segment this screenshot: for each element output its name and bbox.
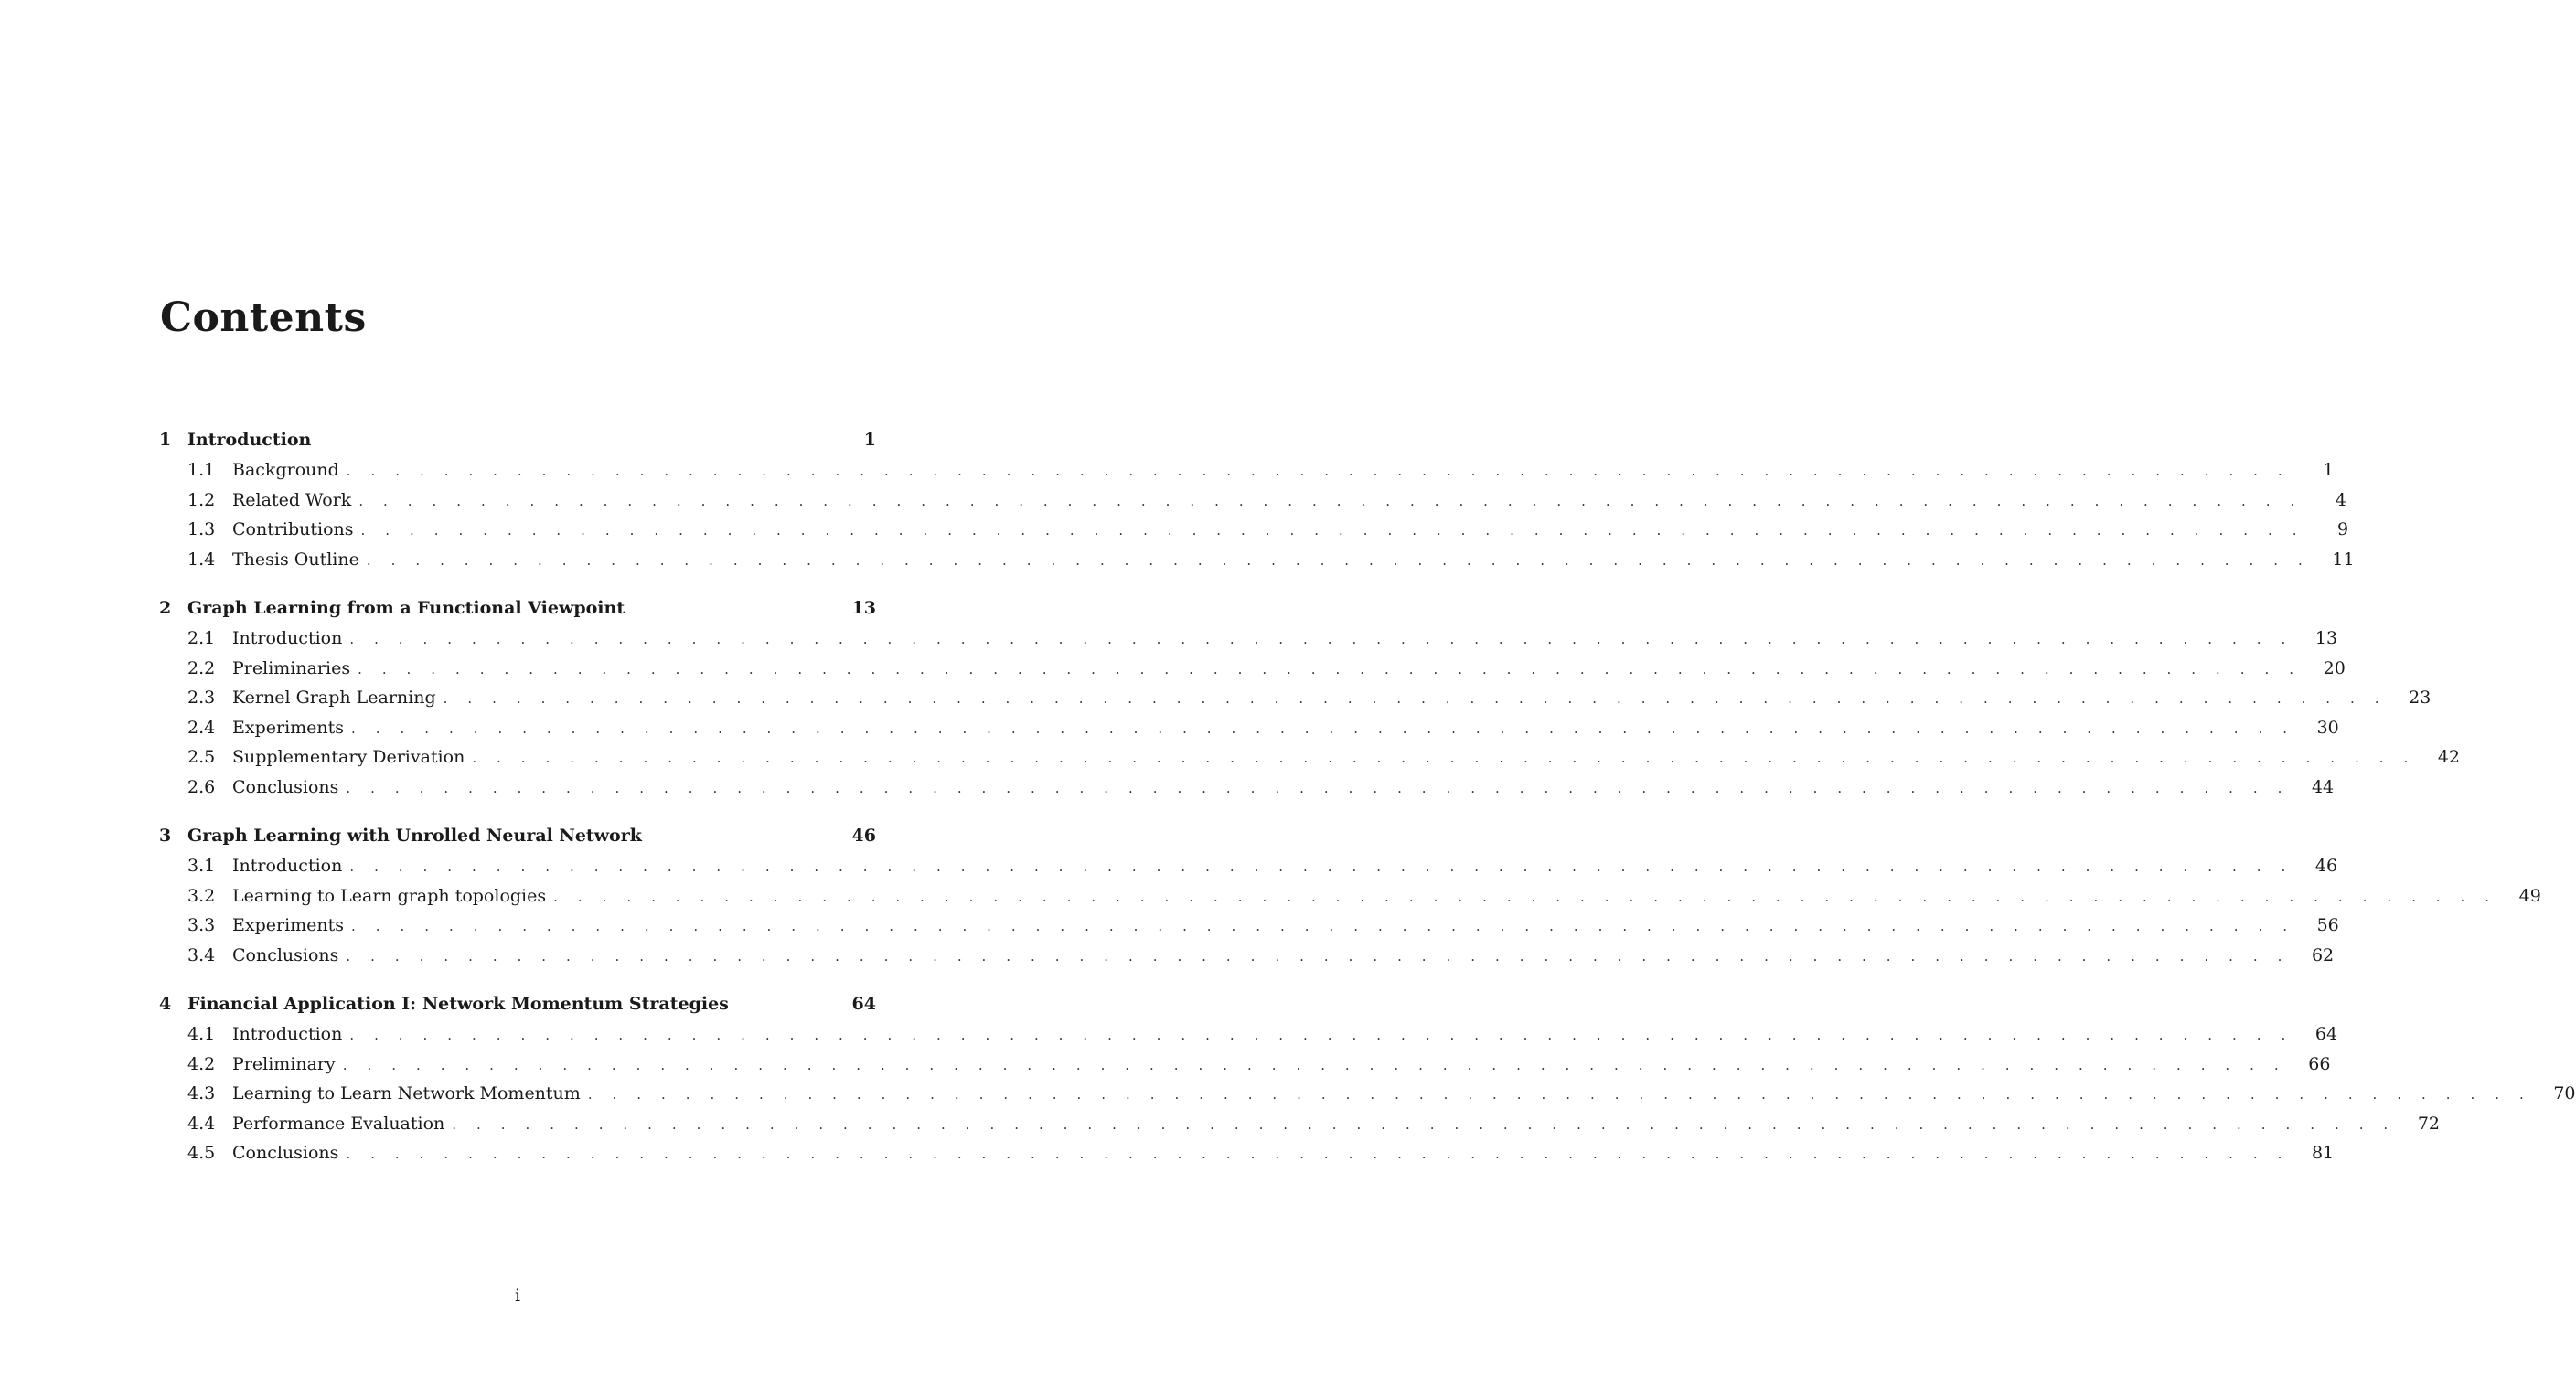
section-number: 3.2 [187,885,216,906]
toc-chapter-entry[interactable] [159,989,876,1019]
section-number: 2.1 [187,628,216,648]
chapter-title: Introduction [187,430,312,450]
dot-leader: . . . . . . . . . . . . . . . . . . . . . . . . . . . . . . . . . . . . . . . . . . . . . . . . . . . . . . . . . . . . . . . . . . . . . . . . . . . . . . . . [443,690,2388,707]
section-page-number: 9 [2336,519,2349,539]
section-title: Supplementary Derivation [232,747,465,767]
section-title: Learning to Learn graph topologies [232,885,547,906]
section-title: Background [232,460,339,480]
dot-leader: . . . . . . . . . . . . . . . . . . . . . . . . . . . . . . . . . . . . . . . . . . . . . . . . . . . . . . . . . . . . . . . . . . . . . . . . . . . . . . . . [358,660,2302,677]
section-page-number: 49 [2518,885,2541,906]
section-title: Preliminary [232,1053,336,1074]
dot-leader: . . . . . . . . . . . . . . . . . . . . . . . . . . . . . . . . . . . . . . . . . . . . . . . . . . . . . . . . . . . . . . . . . . . . . . . . . . . . . . . . [346,947,2290,965]
toc-section-entry[interactable] [159,881,2541,912]
dot-leader: . . . . . . . . . . . . . . . . . . . . . . . . . . . . . . . . . . . . . . . . . . . . . . . . . . . . . . . . . . . . . . . . . . . . . . . . . . . . . . . . [472,750,2416,766]
chapter-title: Graph Learning from a Functional Viewpoint [187,598,625,618]
section-number: 3.1 [187,856,216,876]
section-title: Learning to Learn Network Momentum [232,1083,581,1104]
section-page-number: 72 [2417,1113,2440,1134]
section-page-number: 11 [2332,549,2355,570]
toc-chapter-entry[interactable] [159,425,876,455]
page-title: Contents [160,294,367,341]
section-title: Thesis Outline [232,549,359,570]
toc-section-entry[interactable] [159,455,2335,485]
dot-leader: . . . . . . . . . . . . . . . . . . . . . . . . . . . . . . . . . . . . . . . . . . . . . . . . . . . . . . . . . . . . . . . . . . . . . . . . . . . . . . . . [351,720,2295,737]
section-number: 2.4 [187,717,216,738]
page-number: i [514,1285,521,1306]
section-number: 2.5 [187,747,216,767]
dot-leader: . . . . . . . . . . . . . . . . . . . . . . . . . . . . . . . . . . . . . . . . . . . . . . . . . . . . . . . . . . . . . . . . . . . . . . . . . . . . . . . . [360,522,2305,539]
dot-leader: . . . . . . . . . . . . . . . . . . . . . . . . . . . . . . . . . . . . . . . . . . . . . . . . . . . . . . . . . . . . . . . . . . . . . . . . . . . . . . . . [342,1056,2287,1073]
toc-section-entry[interactable] [159,1050,2331,1080]
chapter-page-number: 46 [851,826,876,846]
dot-leader: . . . . . . . . . . . . . . . . . . . . . . . . . . . . . . . . . . . . . . . . . . . . . . . . . . . . . . . . . . . . . . . . . . . . . . . . . . . . . . . . [452,1115,2396,1133]
dot-leader: . . . . . . . . . . . . . . . . . . . . . . . . . . . . . . . . . . . . . . . . . . . . . . . . . . . . . . . . . . . . . . . . . . . . . . . . . . . . . . . . [349,631,2293,647]
dot-leader: . . . . . . . . . . . . . . . . . . . . . . . . . . . . . . . . . . . . . . . . . . . . . . . . . . . . . . . . . . . . . . . . . . . . . . . . . . . . . . . . [349,1027,2293,1043]
toc-section-entry[interactable] [159,1138,2335,1168]
section-number: 1.3 [187,519,216,539]
section-page-number: 23 [2409,688,2432,708]
section-title: Experiments [232,717,345,738]
chapter-page-number: 1 [863,430,876,450]
section-number: 3.3 [187,915,216,935]
dot-leader: . . . . . . . . . . . . . . . . . . . . . . . . . . . . . . . . . . . . . . . . . . . . . . . . . . . . . . . . . . . . . . . . . . . . . . . . . . . . . . . . [587,1086,2532,1103]
section-title: Introduction [232,1024,343,1044]
toc-section-entry[interactable] [159,545,2355,575]
section-number: 4.3 [187,1083,216,1104]
chapter-3 [159,821,2541,970]
section-number: 2.2 [187,657,216,678]
section-title: Performance Evaluation [232,1113,445,1134]
section-page-number: 62 [2311,944,2335,965]
chapter-page-number: 64 [851,994,876,1014]
dot-leader: . . . . . . . . . . . . . . . . . . . . . . . . . . . . . . . . . . . . . . . . . . . . . . . . . . . . . . . . . . . . . . . . . . . . . . . . . . . . . . . . [346,779,2290,796]
section-title: Conclusions [232,944,339,965]
dot-leader: . . . . . . . . . . . . . . . . . . . . . . . . . . . . . . . . . . . . . . . . . . . . . . . . . . . . . . . . . . . . . . . . . . . . . . . . . . . . . . . . [553,888,2497,905]
section-page-number: 44 [2311,776,2335,797]
section-number: 4.1 [187,1024,216,1044]
chapter-number: 1 [159,430,172,450]
section-page-number: 66 [2308,1053,2331,1074]
section-title: Experiments [232,915,345,935]
section-number: 4.4 [187,1113,216,1134]
section-page-number: 42 [2437,747,2461,767]
chapter-1 [159,425,2355,574]
section-title: Introduction [232,628,343,648]
toc-section-entry[interactable] [159,1019,2338,1050]
section-title: Preliminaries [232,657,351,678]
section-page-number: 56 [2316,915,2339,935]
chapter-4 [159,989,2576,1168]
section-page-number: 70 [2553,1083,2576,1104]
section-number: 4.5 [187,1143,216,1163]
section-page-number: 81 [2311,1143,2335,1163]
section-page-number: 64 [2314,1024,2338,1044]
toc-section-entry[interactable] [159,1079,2576,1109]
dot-leader: . . . . . . . . . . . . . . . . . . . . . . . . . . . . . . . . . . . . . . . . . . . . . . . . . . . . . . . . . . . . . . . . . . . . . . . . . . . . . . . . [366,551,2311,569]
section-page-number: 30 [2316,717,2339,738]
section-page-number: 4 [2335,489,2346,510]
chapter-title: Graph Learning with Unrolled Neural Network [187,826,642,846]
dot-leader: . . . . . . . . . . . . . . . . . . . . . . . . . . . . . . . . . . . . . . . . . . . . . . . . . . . . . . . . . . . . . . . . . . . . . . . . . . . . . . . . [346,463,2291,479]
section-page-number: 13 [2314,628,2338,648]
dot-leader: . . . . . . . . . . . . . . . . . . . . . . . . . . . . . . . . . . . . . . . . . . . . . . . . . . . . . . . . . . . . . . . . . . . . . . . . . . . . . . . . [358,492,2303,509]
dot-leader: . . . . . . . . . . . . . . . . . . . . . . . . . . . . . . . . . . . . . . . . . . . . . . . . . . . . . . . . . . . . . . . . . . . . . . . . . . . . . . . . [346,1146,2290,1162]
section-title: Related Work [232,489,352,510]
toc-chapter-entry[interactable] [159,593,876,624]
section-number: 4.2 [187,1053,216,1074]
section-number: 2.6 [187,776,216,797]
section-page-number: 1 [2323,460,2335,480]
section-title: Introduction [232,856,343,876]
chapter-2 [159,593,2461,802]
toc-section-entry[interactable] [159,851,2338,881]
toc-section-entry[interactable] [159,713,2339,743]
chapter-number: 2 [159,598,172,618]
toc-chapter-entry[interactable] [159,821,876,851]
toc-section-entry[interactable] [159,654,2346,684]
dot-leader: . . . . . . . . . . . . . . . . . . . . . . . . . . . . . . . . . . . . . . . . . . . . . . . . . . . . . . . . . . . . . . . . . . . . . . . . . . . . . . . . [349,858,2293,875]
chapter-number: 3 [159,826,172,846]
section-number: 1.4 [187,549,216,570]
chapter-page-number: 13 [851,598,876,618]
table-of-contents [159,425,2576,1188]
toc-section-entry[interactable] [159,911,2339,941]
section-title: Kernel Graph Learning [232,688,436,708]
chapter-number: 4 [159,994,172,1014]
toc-section-entry[interactable] [159,515,2349,545]
chapter-title: Financial Application I: Network Momentum Strategies [187,994,729,1014]
section-number: 1.1 [187,460,216,480]
toc-section-entry[interactable] [159,1109,2440,1139]
toc-section-entry[interactable] [159,485,2346,516]
section-title: Conclusions [232,1143,339,1163]
toc-section-entry[interactable] [159,742,2461,773]
section-number: 3.4 [187,944,216,965]
section-page-number: 20 [2323,657,2346,678]
section-page-number: 46 [2314,856,2338,876]
toc-section-entry[interactable] [159,624,2338,654]
dot-leader: . . . . . . . . . . . . . . . . . . . . . . . . . . . . . . . . . . . . . . . . . . . . . . . . . . . . . . . . . . . . . . . . . . . . . . . . . . . . . . . . [351,918,2295,934]
section-number: 1.2 [187,489,216,510]
toc-section-entry[interactable] [159,683,2432,713]
toc-section-entry[interactable] [159,941,2335,971]
section-title: Conclusions [232,776,339,797]
toc-section-entry[interactable] [159,773,2335,803]
section-number: 2.3 [187,688,216,708]
section-title: Contributions [232,519,354,539]
